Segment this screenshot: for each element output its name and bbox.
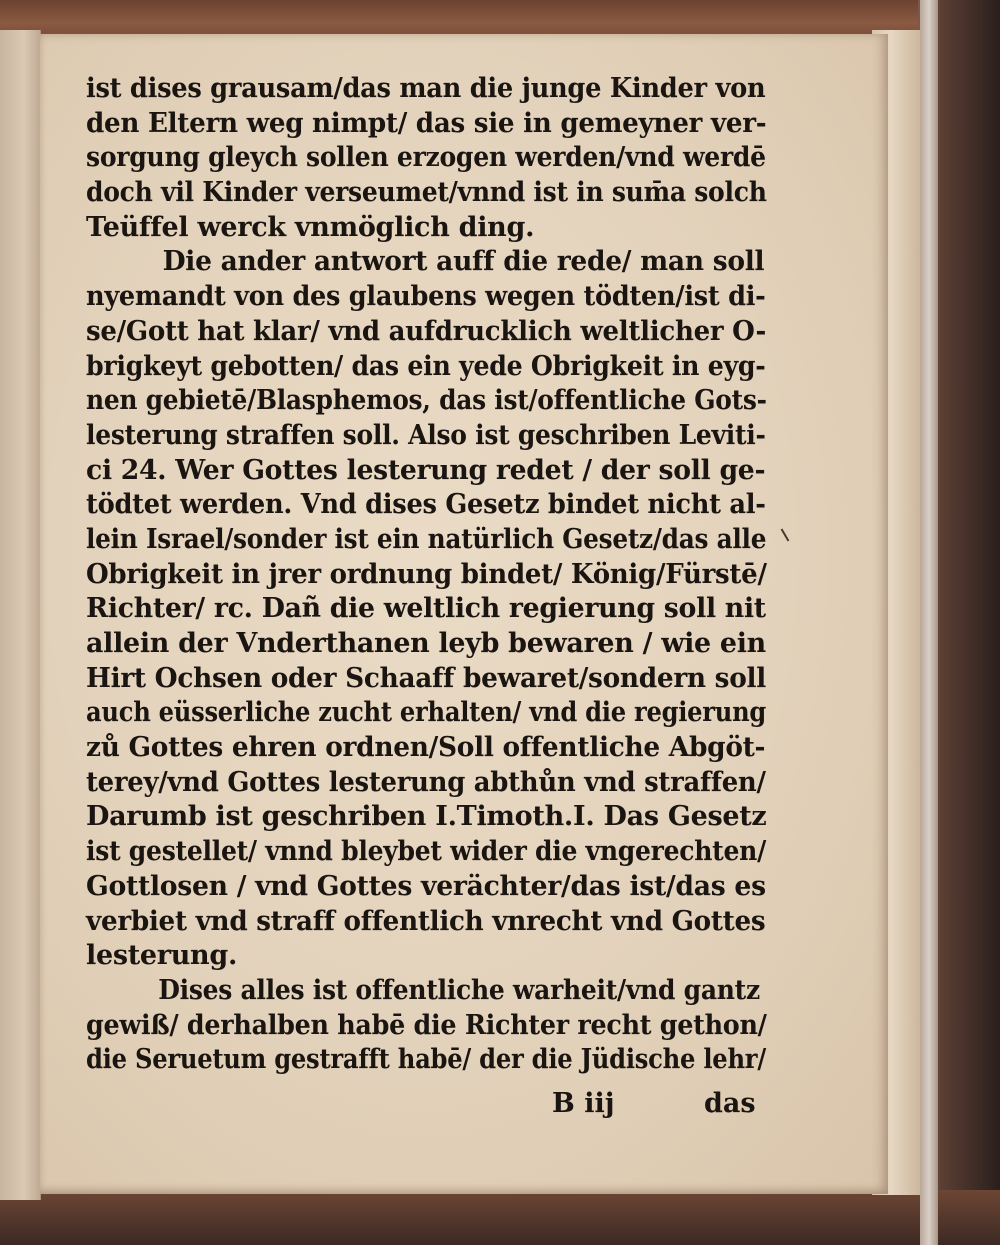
text-line: brigkeyt gebotten/ das ein yede Obrigkeit in eyg- [86, 350, 766, 382]
text-line: allein der Vnderthanen leyb bewaren / wie ein [86, 628, 766, 659]
text-line: verbiet vnd straff offentlich vnrecht vnd Gottes [86, 905, 766, 937]
text-line: lein Israel/sonder ist ein natürlich Gesetz/das alle [86, 523, 767, 555]
text-line: tödtet werden. Vnd dises Gesetz bindet nicht al- [86, 489, 766, 521]
text-line: nyemandt von des glaubens wegen tödten/ist di- [86, 281, 766, 313]
text-line: ist dises grausam/das man die junge Kinder von [86, 73, 766, 104]
text-line: ci 24. Wer Gottes lesterung redet / der soll ge- [86, 454, 766, 486]
text-line: doch vil Kinder verseumet/vnnd ist in sum̄a solch [86, 177, 767, 209]
text-line: sorgung gleych sollen erzogen werden/vnd werdē [86, 142, 766, 174]
text-line: terey/vnd Gottes lesterung abthůn vnd straffen/ [86, 766, 766, 798]
text-line: Obrigkeit in jrer ordnung bindet/ König/Fürstē/ [86, 558, 767, 590]
text-line: Gottlosen / vnd Gottes verächter/das ist/das es [86, 870, 766, 902]
text-line: nen gebietē/Blasphemos, das ist/offentliche Gots- [86, 385, 767, 417]
signature-mark: B iij [552, 1088, 615, 1119]
text-line: lesterung. [86, 940, 238, 972]
text-line: Hirt Ochsen oder Schaaff bewaret/sondern soll [86, 662, 766, 694]
text-line: Richter/ rc. Dañ die weltlich regierung soll nit [86, 593, 766, 625]
text-line: se/Gott hat klar/ vnd aufdrucklich weltlicher O- [86, 315, 766, 347]
page-footer [86, 1088, 766, 1124]
text-line: Darumb ist geschriben I.Timoth.I. Das Gesetz [86, 801, 767, 833]
text-line: Dises alles ist offentliche warheit/vnd gantz [158, 974, 760, 1006]
text-line: Teüffel werck vnmöglich ding. [86, 211, 535, 243]
text-line: den Eltern weg nimpt/ das sie in gemeyner ver- [86, 107, 767, 139]
text-line: die Seruetum gestrafft habē/ der die Jüdische lehr/ [86, 1044, 766, 1076]
text-line: lesterung straffen soll. Also ist geschriben Leviti- [86, 419, 766, 451]
text-line: Die ander antwort auff die rede/ man soll [162, 246, 765, 278]
facing-page-edge [0, 30, 41, 1200]
catchword: das [704, 1088, 756, 1119]
binding-edge-highlight [920, 0, 938, 1245]
binding-board-bottom [0, 1190, 1000, 1245]
text-line: auch eüsserliche zucht erhalten/ vnd die regierung [86, 697, 767, 729]
binding-board-top [0, 0, 1000, 38]
page-text [86, 72, 766, 1078]
text-line: ist gestellet/ vnnd bleybet wider die vngerechten/ [86, 836, 766, 868]
text-line: gewiß/ derhalben habē die Richter recht gethon/ [86, 1009, 767, 1041]
text-line: zů Gottes ehren ordnen/Soll offentliche Abgöt- [86, 732, 766, 764]
